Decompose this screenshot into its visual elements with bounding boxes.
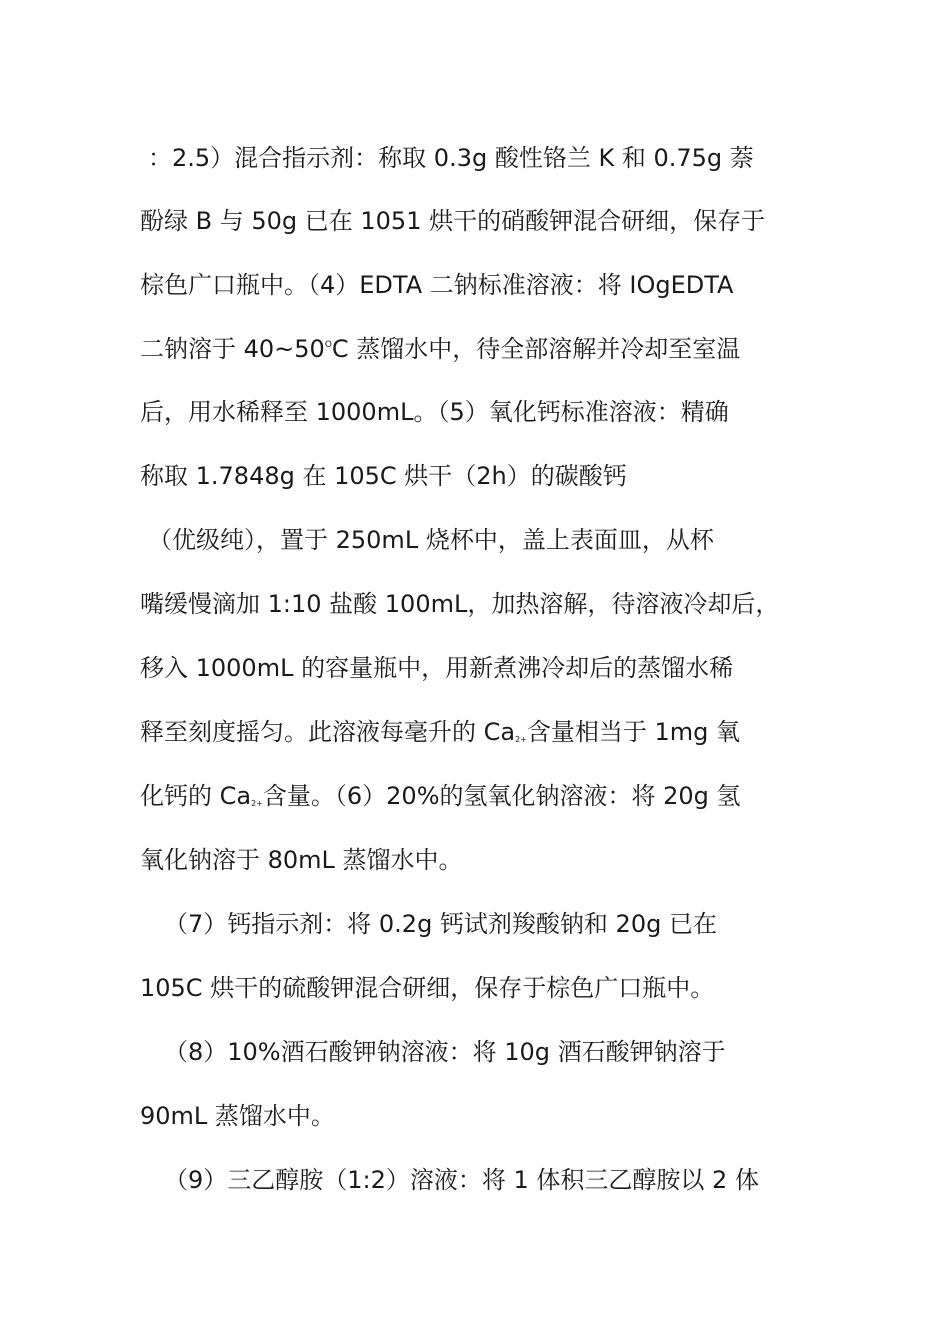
text-line-4 xyxy=(140,329,740,369)
text-line-11 xyxy=(140,776,741,816)
line-text: 释至刻度摇匀。此溶液每毫升的 Ca xyxy=(140,718,516,746)
text-line-7 xyxy=(148,520,714,560)
ion-charge: 2+ xyxy=(251,799,263,808)
line-text: 105C 烘干的硫酸钾混合研细，保存于棕色广口瓶中。 xyxy=(140,974,715,1002)
line-text: ：2.5）混合指示剂：称取 0.3g 酸性铬兰 K 和 0.75g 萘 xyxy=(148,144,754,172)
text-line-5 xyxy=(140,392,729,432)
text-line-12 xyxy=(140,840,463,880)
line-text: 氧化钠溶于 80mL 蒸馏水中。 xyxy=(140,846,463,874)
text-line-16 xyxy=(140,1096,335,1136)
line-text: 酚绿 B 与 50g 已在 1051 烘干的硝酸钾混合研细，保存于 xyxy=(140,207,766,235)
degree-superscript: O xyxy=(324,340,332,350)
line-text: 称取 1.7848g 在 105C 烘干（2h）的碳酸钙 xyxy=(140,462,627,490)
text-line-13 xyxy=(164,904,717,944)
line-text: 后，用水稀释至 1000mL。（5）氧化钙标准溶液：精确 xyxy=(140,398,729,426)
line-text: 棕色广口瓶中。（4）EDTA 二钠标准溶液：将 IOgEDTA xyxy=(140,271,734,299)
line-text: 化钙的 Ca xyxy=(140,782,252,810)
text-line-17 xyxy=(164,1160,759,1200)
line-text: （9）三乙醇胺（1:2）溶液：将 1 体积三乙醇胺以 2 体 xyxy=(164,1166,759,1194)
ion-charge: 2+ xyxy=(515,735,527,744)
line-text: （7）钙指示剂：将 0.2g 钙试剂羧酸钠和 20g 已在 xyxy=(164,910,717,938)
line-text: 含量相当于 1mg 氧 xyxy=(526,718,741,746)
line-text: C 蒸馏水中，待全部溶解并冷却至室温 xyxy=(331,335,741,363)
text-line-2 xyxy=(140,201,765,241)
line-text: 移入 1000mL 的容量瓶中，用新煮沸冷却后的蒸馏水稀 xyxy=(140,654,734,682)
text-line-14 xyxy=(140,968,714,1008)
line-text: 90mL 蒸馏水中。 xyxy=(140,1102,335,1130)
text-line-10 xyxy=(140,712,740,752)
text-line-6 xyxy=(140,456,627,496)
text-line-1 xyxy=(148,138,754,178)
line-text: （优级纯），置于 250mL 烧杯中，盖上表面皿，从杯 xyxy=(148,526,714,554)
line-text: 含量。（6）20%的氢氧化钠溶液：将 20g 氢 xyxy=(262,782,741,810)
text-line-9 xyxy=(140,648,733,688)
text-line-15 xyxy=(164,1032,726,1072)
text-line-3 xyxy=(140,265,733,305)
line-text: 二钠溶于 40~50 xyxy=(140,335,325,363)
text-line-8 xyxy=(140,584,779,624)
line-text: 嘴缓慢滴加 1:10 盐酸 100mL，加热溶解，待溶液冷却后， xyxy=(140,590,780,618)
line-text: （8）10%酒石酸钾钠溶液：将 10g 酒石酸钾钠溶于 xyxy=(164,1038,726,1066)
